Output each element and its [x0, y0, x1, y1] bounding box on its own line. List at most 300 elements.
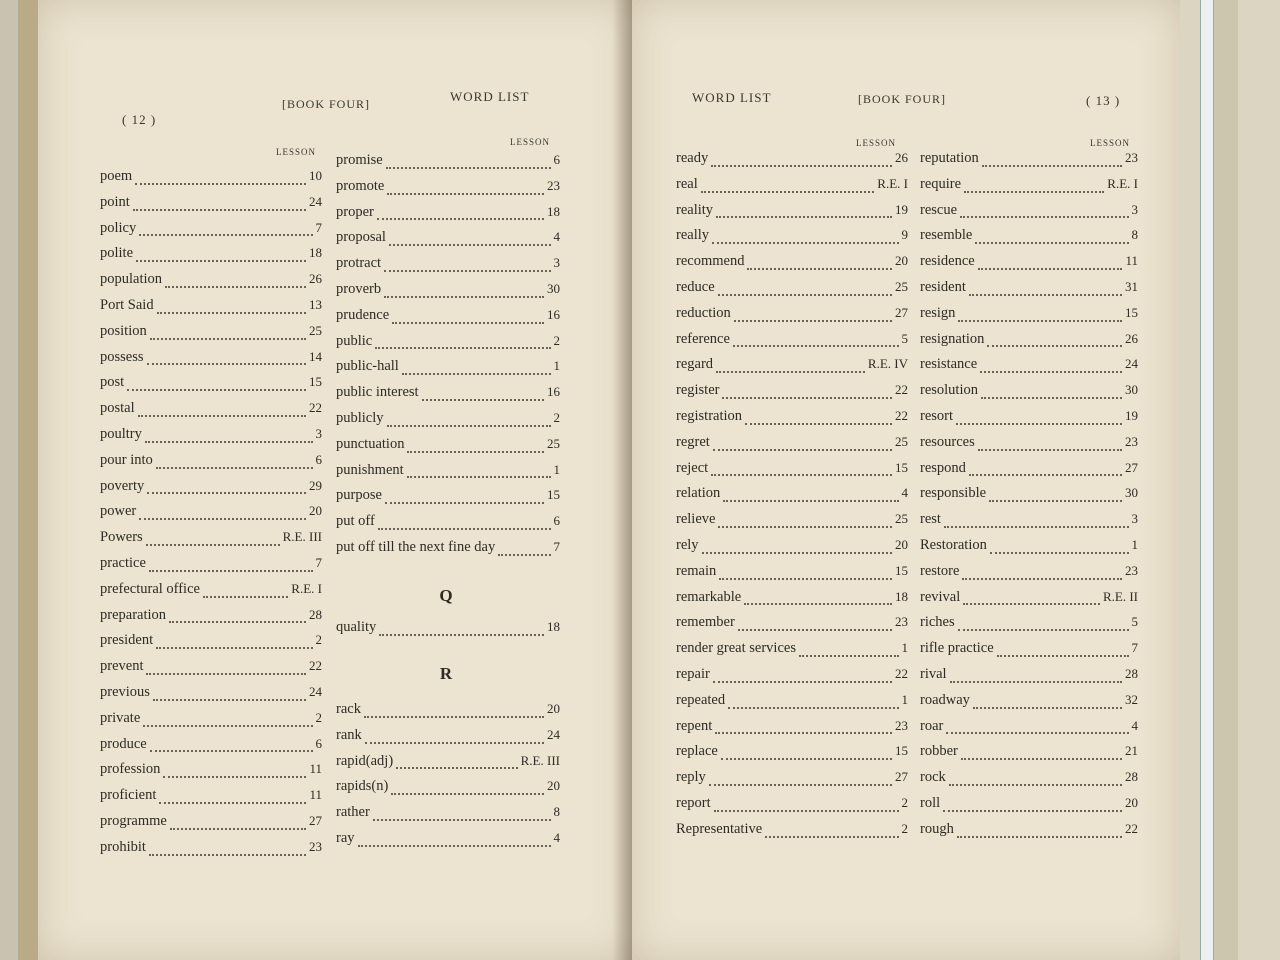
book-cover-right-edge — [1180, 0, 1280, 960]
dot-leader — [402, 373, 551, 375]
lesson-number: 30 — [547, 280, 560, 296]
dot-leader — [702, 552, 892, 554]
lesson-number: 30 — [1125, 382, 1138, 398]
lesson-number: 3 — [553, 255, 560, 271]
word-entry — [336, 701, 560, 727]
word-entry — [100, 736, 322, 762]
word-text: registration — [676, 407, 743, 424]
lesson-number: 13 — [309, 296, 322, 312]
dot-leader — [385, 502, 544, 504]
word-text: resort — [920, 407, 954, 424]
dot-leader — [157, 312, 306, 314]
dot-leader — [498, 554, 550, 556]
dot-leader — [982, 165, 1122, 167]
word-text: remember — [676, 614, 735, 631]
word-entry — [676, 563, 908, 589]
lesson-number: 20 — [309, 503, 322, 519]
lesson-number: 27 — [895, 304, 908, 320]
word-entry — [920, 356, 1138, 382]
word-entry — [676, 176, 908, 202]
dot-leader — [358, 845, 551, 847]
word-text: rescue — [920, 201, 958, 218]
word-entry — [100, 478, 322, 504]
lesson-number: 28 — [1125, 769, 1138, 785]
dot-leader — [170, 828, 306, 830]
word-entry — [336, 487, 560, 513]
word-text: resemble — [920, 227, 973, 244]
dot-leader — [747, 268, 892, 270]
word-text: rank — [336, 726, 362, 743]
word-entry — [100, 503, 322, 529]
word-entry — [336, 539, 560, 565]
word-entry — [336, 358, 560, 384]
word-text: promise — [336, 152, 383, 168]
word-text: robber — [920, 743, 958, 760]
dot-leader — [969, 294, 1122, 296]
lesson-number: 25 — [895, 433, 908, 449]
dot-leader — [711, 165, 892, 167]
lesson-number: 7 — [1131, 640, 1138, 656]
lesson-number: 11 — [309, 787, 322, 803]
word-entry — [676, 408, 908, 434]
dot-leader — [719, 578, 892, 580]
right-page — [632, 0, 1180, 960]
dot-leader — [138, 415, 306, 417]
lesson-number: 5 — [1131, 614, 1138, 630]
lesson-number: 11 — [309, 761, 322, 777]
word-entry — [676, 356, 908, 382]
dot-leader — [387, 425, 551, 427]
dot-leader — [722, 397, 892, 399]
dot-leader — [973, 707, 1122, 709]
lesson-number: 28 — [1125, 665, 1138, 681]
dot-leader — [980, 371, 1122, 373]
word-entry — [676, 511, 908, 537]
word-entry — [100, 607, 322, 633]
dot-leader — [387, 193, 544, 195]
right-page-title: WORD LIST — [692, 90, 772, 105]
word-text: punctuation — [336, 435, 405, 452]
word-text: president — [100, 632, 154, 649]
word-text: relation — [676, 485, 721, 502]
word-text: position — [100, 322, 147, 339]
word-text: possess — [100, 348, 144, 365]
dot-leader — [407, 476, 551, 478]
word-text: power — [100, 503, 137, 520]
dot-leader — [701, 191, 875, 193]
dot-leader — [723, 500, 898, 502]
word-entry — [920, 563, 1138, 589]
word-entry — [676, 305, 908, 331]
dot-leader — [990, 552, 1129, 554]
word-text: practice — [100, 554, 146, 571]
lesson-number: 5 — [901, 330, 908, 346]
dot-leader — [799, 655, 899, 657]
left-column-2-r — [336, 701, 560, 856]
word-text: rough — [920, 820, 954, 837]
lesson-number: 23 — [895, 717, 908, 733]
word-text: repair — [676, 665, 710, 682]
word-text: really — [676, 227, 710, 244]
lesson-number: 22 — [309, 658, 322, 674]
word-text: regret — [676, 433, 710, 450]
word-text: Powers — [100, 529, 143, 546]
word-text: purpose — [336, 487, 382, 504]
lesson-number: 18 — [547, 203, 560, 219]
lesson-number: 8 — [1131, 227, 1138, 243]
word-entry — [100, 658, 322, 684]
word-entry — [336, 410, 560, 436]
word-text: previous — [100, 683, 150, 700]
dot-leader — [150, 750, 313, 752]
left-page-title: WORD LIST — [450, 89, 530, 104]
lesson-number: 25 — [547, 435, 560, 451]
dot-leader — [744, 603, 892, 605]
dot-leader — [143, 725, 312, 727]
word-entry — [100, 787, 322, 813]
dot-leader — [975, 242, 1128, 244]
dot-leader — [715, 732, 892, 734]
word-entry — [100, 297, 322, 323]
word-text: riches — [920, 614, 955, 631]
lesson-number: 1 — [901, 640, 908, 656]
lesson-number: 1 — [553, 358, 560, 374]
word-text: register — [676, 382, 720, 399]
lesson-number: R.E. I — [1107, 175, 1138, 191]
word-entry — [336, 178, 560, 204]
lesson-number: 15 — [895, 459, 908, 475]
lesson-number: 7 — [315, 554, 322, 570]
lesson-number: 23 — [895, 614, 908, 630]
right-page-number: ( 13 ) — [1086, 93, 1121, 108]
word-entry — [100, 813, 322, 839]
lesson-number: 6 — [315, 451, 322, 467]
dot-leader — [156, 647, 312, 649]
dot-leader — [384, 296, 544, 298]
word-entry — [920, 176, 1138, 202]
lesson-number: 1 — [901, 691, 908, 707]
word-text: poverty — [100, 477, 145, 494]
word-entry — [920, 460, 1138, 486]
word-text: reduce — [676, 278, 715, 295]
lesson-number: 8 — [553, 804, 560, 820]
word-entry — [100, 529, 322, 555]
dot-leader — [713, 449, 892, 451]
word-entry — [676, 202, 908, 228]
lesson-number: 32 — [1125, 691, 1138, 707]
dot-leader — [127, 389, 306, 391]
dot-leader — [716, 216, 892, 218]
lesson-number: 9 — [901, 227, 908, 243]
dot-leader — [407, 451, 544, 453]
word-entry — [676, 227, 908, 253]
word-text: put off — [336, 513, 375, 530]
word-text: rival — [920, 665, 947, 682]
lesson-number: 6 — [315, 735, 322, 751]
lesson-number: 16 — [547, 384, 560, 400]
lesson-number: 1 — [553, 461, 560, 477]
lesson-number: 20 — [1125, 794, 1138, 810]
left-page-number: ( 12 ) — [122, 112, 157, 127]
word-entry — [100, 761, 322, 787]
lesson-number: 7 — [315, 219, 322, 235]
dot-leader — [153, 699, 306, 701]
dot-leader — [165, 286, 306, 288]
lesson-number: 2 — [901, 794, 908, 810]
word-entry — [336, 255, 560, 281]
dot-leader — [964, 191, 1104, 193]
word-text: proper — [336, 203, 374, 220]
dot-leader — [957, 836, 1122, 838]
word-text: postal — [100, 400, 135, 417]
section-letter-r: R — [439, 664, 453, 683]
lesson-number: R.E. III — [282, 529, 322, 545]
dot-leader — [391, 793, 544, 795]
word-text: Port Said — [100, 296, 154, 313]
lesson-number: 20 — [895, 536, 908, 552]
word-entry — [920, 305, 1138, 331]
word-text: prudence — [336, 306, 390, 323]
word-entry — [336, 281, 560, 307]
word-entry — [920, 821, 1138, 847]
word-text: resign — [920, 304, 956, 321]
dot-leader — [956, 423, 1122, 425]
lesson-number: 24 — [309, 193, 322, 209]
word-entry — [676, 666, 908, 692]
word-text: poultry — [100, 425, 142, 442]
word-entry — [676, 614, 908, 640]
dot-leader — [733, 345, 899, 347]
word-entry — [920, 227, 1138, 253]
lesson-number: 6 — [553, 513, 560, 529]
dot-leader — [147, 492, 306, 494]
word-entry — [336, 152, 560, 178]
dot-leader — [136, 260, 306, 262]
dot-leader — [949, 784, 1122, 786]
lesson-number: 25 — [895, 278, 908, 294]
lesson-number: 4 — [553, 229, 560, 245]
word-text: roar — [920, 717, 944, 734]
word-entry — [336, 307, 560, 333]
word-entry — [920, 485, 1138, 511]
word-entry — [676, 821, 908, 847]
dot-leader — [987, 345, 1122, 347]
lesson-number: 3 — [1131, 201, 1138, 217]
lesson-number: 15 — [1125, 304, 1138, 320]
word-entry — [676, 331, 908, 357]
dot-leader — [978, 449, 1122, 451]
word-text: resistance — [920, 356, 978, 373]
word-text: resident — [920, 278, 966, 295]
word-text: ready — [676, 150, 709, 166]
word-entry — [676, 434, 908, 460]
word-text: reject — [676, 459, 709, 476]
dot-leader — [147, 363, 306, 365]
dot-leader — [711, 474, 892, 476]
word-entry — [100, 374, 322, 400]
cover-spine-band — [1200, 0, 1214, 960]
word-entry — [336, 830, 560, 856]
dot-leader — [145, 441, 313, 443]
dot-leader — [962, 578, 1122, 580]
word-text: rapid(adj) — [336, 752, 394, 769]
word-text: rifle practice — [920, 640, 994, 657]
word-text: proposal — [336, 229, 386, 246]
lesson-number: 30 — [1125, 485, 1138, 501]
word-entry — [920, 434, 1138, 460]
right-col1-lesson-header: LESSON — [856, 138, 897, 148]
word-entry — [336, 619, 560, 645]
word-entry — [100, 400, 322, 426]
word-entry — [920, 150, 1138, 176]
word-text: polite — [100, 245, 134, 262]
word-text: punishment — [336, 461, 404, 478]
dot-leader — [365, 742, 544, 744]
left-column-2 — [336, 152, 560, 565]
lesson-number: 25 — [309, 322, 322, 338]
dot-leader — [963, 603, 1100, 605]
lesson-number: 24 — [309, 683, 322, 699]
dot-leader — [149, 854, 306, 856]
dot-leader — [960, 216, 1128, 218]
dot-leader — [203, 596, 288, 598]
word-text: rest — [920, 511, 941, 528]
word-entry — [100, 581, 322, 607]
word-text: private — [100, 709, 141, 726]
word-entry — [336, 384, 560, 410]
word-text: promote — [336, 177, 385, 194]
word-entry — [336, 727, 560, 753]
lesson-number: 2 — [315, 632, 322, 648]
lesson-number: R.E. I — [877, 175, 908, 191]
word-text: public — [336, 332, 373, 349]
lesson-number: R.E. II — [1102, 588, 1138, 604]
lesson-number: 15 — [895, 562, 908, 578]
dot-leader — [389, 244, 551, 246]
word-text: quality — [336, 619, 377, 635]
lesson-number: 26 — [309, 271, 322, 287]
word-entry — [676, 460, 908, 486]
lesson-number: 23 — [547, 177, 560, 193]
dot-leader — [714, 810, 899, 812]
dot-leader — [745, 423, 892, 425]
cover-board-edge — [1214, 0, 1238, 960]
dot-leader — [379, 634, 544, 636]
word-text: revival — [920, 588, 961, 605]
lesson-number: 15 — [547, 487, 560, 503]
lesson-number: 20 — [547, 778, 560, 794]
word-text: repeated — [676, 691, 726, 708]
dot-leader — [969, 474, 1122, 476]
word-entry — [100, 168, 322, 194]
word-text: rock — [920, 769, 946, 786]
dot-leader — [718, 294, 892, 296]
word-entry — [100, 349, 322, 375]
word-text: programme — [100, 812, 167, 829]
lesson-number: 25 — [895, 511, 908, 527]
word-entry — [336, 229, 560, 255]
word-text: prohibit — [100, 838, 146, 855]
word-text: rather — [336, 804, 370, 821]
lesson-number: 24 — [547, 726, 560, 742]
word-entry — [920, 537, 1138, 563]
word-entry — [676, 718, 908, 744]
word-entry — [100, 245, 322, 271]
left-page — [38, 0, 632, 960]
word-text: render great services — [676, 640, 796, 657]
dot-leader — [135, 183, 306, 185]
lesson-number: 20 — [547, 701, 560, 716]
word-text: require — [920, 175, 962, 192]
left-column-2-q — [336, 619, 560, 645]
word-entry — [920, 614, 1138, 640]
lesson-number: 15 — [895, 743, 908, 759]
word-text: rack — [336, 701, 361, 717]
word-entry — [100, 271, 322, 297]
word-text: reality — [676, 201, 714, 218]
lesson-number: 10 — [309, 168, 322, 183]
lesson-number: 1 — [1131, 536, 1138, 552]
lesson-number: 18 — [547, 619, 560, 634]
lesson-number: 16 — [547, 306, 560, 322]
word-entry — [920, 279, 1138, 305]
dot-leader — [765, 836, 898, 838]
word-text: prefectural office — [100, 580, 200, 597]
word-entry — [920, 511, 1138, 537]
word-entry — [676, 382, 908, 408]
dot-leader — [961, 758, 1122, 760]
dot-leader — [159, 802, 306, 804]
book-cover-left-edge — [18, 0, 40, 960]
word-text: resolution — [920, 382, 978, 399]
dot-leader — [989, 500, 1122, 502]
word-text: ray — [336, 829, 355, 846]
word-entry — [100, 323, 322, 349]
dot-leader — [169, 621, 306, 623]
word-text: real — [676, 175, 698, 192]
dot-leader — [709, 784, 892, 786]
dot-leader — [716, 371, 865, 373]
right-col2-lesson-header: LESSON — [1090, 138, 1131, 148]
dot-leader — [373, 819, 551, 821]
dot-leader — [958, 320, 1122, 322]
lesson-number: 19 — [895, 201, 908, 217]
lesson-number: 3 — [315, 425, 322, 441]
word-text: publicly — [336, 409, 384, 426]
lesson-number: 23 — [1125, 562, 1138, 578]
word-text: profession — [100, 761, 161, 778]
lesson-number: R.E. I — [291, 580, 322, 596]
dot-leader — [728, 707, 898, 709]
dot-leader — [958, 629, 1129, 631]
left-column-1 — [100, 168, 322, 865]
word-text: public interest — [336, 384, 419, 401]
lesson-number: 26 — [895, 150, 908, 165]
dot-leader — [422, 399, 544, 401]
lesson-number: 31 — [1125, 278, 1138, 294]
lesson-number: 4 — [1131, 717, 1138, 733]
lesson-number: 23 — [1125, 150, 1138, 165]
lesson-number: 26 — [1125, 330, 1138, 346]
word-entry — [100, 632, 322, 658]
dot-leader — [712, 242, 898, 244]
word-entry — [920, 382, 1138, 408]
word-entry — [336, 333, 560, 359]
right-column-2 — [920, 150, 1138, 847]
dot-leader — [139, 234, 312, 236]
word-entry — [336, 778, 560, 804]
lesson-number: 2 — [315, 709, 322, 725]
